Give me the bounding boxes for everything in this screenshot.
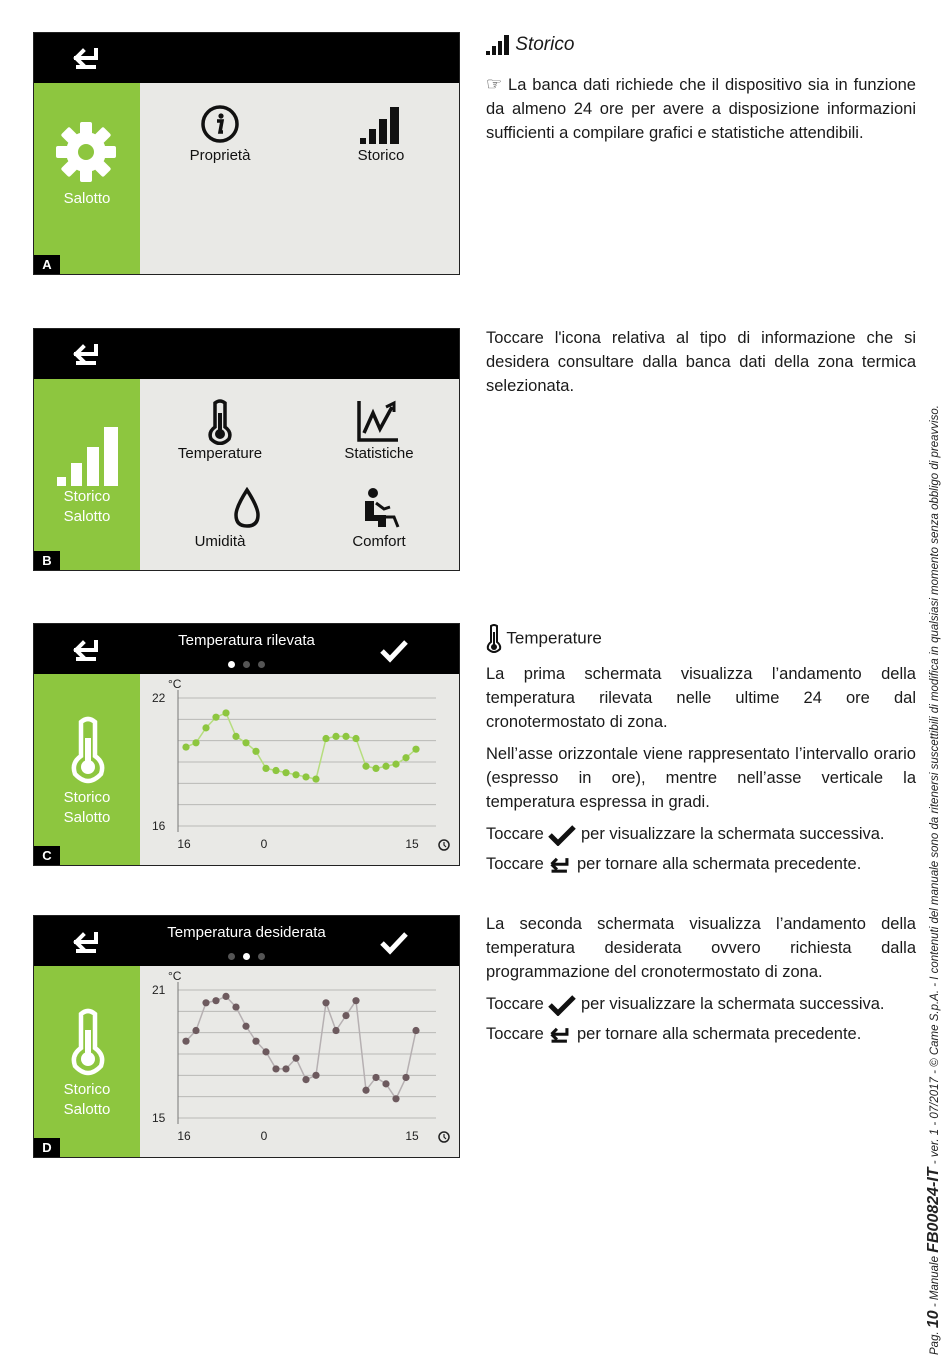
series-line: [186, 713, 416, 779]
screen-letter: D: [34, 1138, 60, 1157]
prev-text: per tornare alla schermata precedente.: [576, 1025, 862, 1043]
page-dot: [258, 953, 265, 960]
back-icon: [548, 1025, 572, 1045]
data-point: [342, 733, 349, 740]
page-dot: [243, 953, 250, 960]
storico-heading: [486, 34, 574, 56]
data-point: [292, 1055, 299, 1062]
zone-label-line2: Salotto: [63, 809, 111, 826]
unit-label: °C: [168, 677, 182, 691]
data-point: [212, 714, 219, 721]
data-point: [182, 1038, 189, 1045]
data-point: [382, 1080, 389, 1087]
data-point: [322, 999, 329, 1006]
data-point: [222, 709, 229, 716]
thermometer-icon: [68, 716, 108, 784]
sidebar: [34, 83, 140, 274]
y-max-label: 21: [152, 983, 166, 997]
data-point: [222, 993, 229, 1000]
temperature-paragraph-2: Nell’asse orizzontale viene rappresentato l’intervallo orario (espresso in ore), mentre nell’asse verticale la temperatura espressa in gradi.: [486, 745, 916, 811]
unit-label: °C: [168, 969, 182, 983]
x-tick-label: 15: [405, 837, 419, 851]
check-icon[interactable]: [379, 638, 409, 664]
data-point: [212, 997, 219, 1004]
y-max-label: 22: [152, 691, 166, 705]
data-point: [312, 775, 319, 782]
data-point: [302, 773, 309, 780]
y-min-label: 15: [152, 1111, 166, 1125]
temperature-chart: [140, 674, 459, 865]
screen-letter: A: [34, 255, 60, 274]
data-point: [232, 1003, 239, 1010]
screen-c: [33, 623, 460, 866]
data-point: [372, 765, 379, 772]
clock-icon: [444, 842, 446, 847]
data-point: [192, 739, 199, 746]
footer-rest: - ver. 1 - 07/2017 - © Came S.p.A. - I contenuti del manuale sono da ritenersi suscettibili di modifica in qualsiasi momento senza obbligo di preavviso.: [929, 405, 941, 1165]
zone-label-line1: Storico: [63, 488, 111, 505]
prev-text: per tornare alla schermata precedente.: [576, 855, 862, 873]
back-icon: [548, 855, 572, 875]
prev-instruction: [486, 852, 916, 876]
data-point: [272, 1065, 279, 1072]
thermometer-icon: [68, 1008, 108, 1076]
data-point: [262, 765, 269, 772]
footer-prefix: Pag.: [929, 1331, 941, 1355]
data-point: [332, 733, 339, 740]
top-bar: [34, 33, 459, 83]
data-point: [332, 1027, 339, 1034]
check-icon: [548, 824, 576, 846]
data-point: [292, 771, 299, 778]
pointing-hand-icon: ☞: [486, 74, 503, 94]
top-bar: [34, 916, 459, 966]
data-point: [372, 1074, 379, 1081]
back-icon[interactable]: [72, 46, 102, 72]
second-screen-text-block: [486, 912, 916, 1054]
armchair-icon[interactable]: [360, 487, 402, 529]
signal-bars-icon: [486, 35, 510, 55]
gear-icon: [55, 121, 117, 183]
data-point: [242, 1023, 249, 1030]
data-point: [362, 1087, 369, 1094]
x-tick-label: 16: [177, 1129, 191, 1143]
data-point: [182, 743, 189, 750]
data-point: [202, 724, 209, 731]
touch-intro-block: [486, 326, 916, 406]
x-tick-label: 0: [260, 1129, 268, 1143]
data-point: [302, 1076, 309, 1083]
data-point: [392, 1095, 399, 1102]
screen-d: [33, 915, 460, 1158]
data-point: [412, 746, 419, 753]
clock-icon: [444, 1134, 446, 1139]
x-tick-label: 0: [260, 837, 268, 851]
next-instruction: [486, 992, 916, 1016]
data-point: [192, 1027, 199, 1034]
top-bar: [34, 329, 459, 379]
data-point: [312, 1072, 319, 1079]
tile-temperature[interactable]: Temperature: [177, 445, 263, 462]
data-point: [382, 763, 389, 770]
touch-intro: Toccare l'icona relativa al tipo di informazione che si desidera consultare dalla banca dati della zona termica selezionata.: [486, 329, 916, 395]
statistics-chart-icon[interactable]: [356, 399, 400, 443]
data-point: [262, 1048, 269, 1055]
data-point: [252, 748, 259, 755]
page-dot: [228, 953, 235, 960]
water-drop-icon[interactable]: [232, 487, 262, 529]
chart-area: [140, 674, 459, 865]
page-footer: [925, 55, 943, 1355]
tile-humidity[interactable]: Umidità: [194, 533, 246, 550]
screen-b: [33, 328, 460, 571]
storico-title: Storico: [515, 34, 575, 55]
data-point: [362, 763, 369, 770]
next-text: per visualizzare la schermata successiva.: [580, 825, 885, 843]
tile-statistics[interactable]: Statistiche: [344, 445, 414, 462]
data-point: [282, 1065, 289, 1072]
data-point: [402, 1074, 409, 1081]
data-point: [242, 739, 249, 746]
zone-label-line1: Storico: [63, 789, 111, 806]
next-instruction: [486, 822, 916, 846]
tile-history[interactable]: Storico: [357, 147, 405, 164]
data-point: [412, 1027, 419, 1034]
zone-label-line2: Salotto: [63, 508, 111, 525]
back-icon[interactable]: [72, 342, 102, 368]
x-tick-label: 16: [177, 837, 191, 851]
data-point: [322, 735, 329, 742]
data-point: [342, 1012, 349, 1019]
temperature-paragraph-1: La prima schermata visualizza l’andamento della temperatura rilevata nelle ultime 24 ore dal cronotermostato di zona.: [486, 665, 916, 731]
prev-instruction: [486, 1022, 916, 1046]
data-point: [252, 1038, 259, 1045]
toccare-label: Toccare: [486, 1025, 544, 1043]
screen-letter: B: [34, 551, 60, 570]
top-bar: [34, 624, 459, 674]
next-text: per visualizzare la schermata successiva.: [580, 995, 885, 1013]
toccare-label: Toccare: [486, 855, 544, 873]
signal-bars-icon[interactable]: [360, 105, 400, 145]
storico-note: La banca dati richiede che il dispositivo sia in funzione da almeno 24 ore per avere a disposizione informazioni sufficienti a compilare grafici e statistiche attendibili.: [486, 76, 916, 142]
check-icon: [548, 994, 576, 1016]
thermometer-icon: [486, 624, 502, 654]
temperature-chart: [140, 966, 459, 1157]
zone-label: Salotto: [63, 190, 111, 207]
signal-bars-icon: [57, 425, 119, 487]
x-tick-label: 15: [405, 1129, 419, 1143]
screen-letter: C: [34, 846, 60, 865]
data-point: [282, 769, 289, 776]
storico-note-block: [486, 72, 916, 153]
check-icon[interactable]: [379, 930, 409, 956]
page-dot: [228, 661, 235, 668]
page-dot: [258, 661, 265, 668]
thermometer-icon[interactable]: [206, 399, 234, 445]
temperature-heading: [486, 624, 916, 654]
chart-title: Temperatura rilevata: [178, 632, 315, 649]
screen-a: [33, 32, 460, 275]
temperature-title: Temperature: [506, 628, 602, 648]
data-point: [402, 754, 409, 761]
data-point: [272, 767, 279, 774]
tile-properties[interactable]: Proprietà: [189, 147, 251, 164]
chart-title: Temperatura desiderata: [167, 924, 326, 941]
toccare-label: Toccare: [486, 825, 544, 843]
temperature-text-block: [486, 624, 916, 884]
tile-comfort[interactable]: Comfort: [352, 533, 406, 550]
sidebar: [34, 966, 140, 1157]
zone-label-line2: Salotto: [63, 1101, 111, 1118]
second-paragraph: La seconda schermata visualizza l’andamento della temperatura desiderata ovvero richiesta dalla programmazione del cronotermostato di zona.: [486, 915, 916, 981]
info-icon[interactable]: [200, 104, 240, 144]
footer-code: FB00824-IT: [925, 1167, 942, 1253]
footer-page-number: 10: [925, 1310, 942, 1329]
page-dot: [243, 661, 250, 668]
sidebar: [34, 674, 140, 865]
sidebar: [34, 379, 140, 570]
data-point: [232, 733, 239, 740]
footer-manual: - Manuale: [929, 1255, 941, 1308]
data-point: [352, 997, 359, 1004]
zone-label-line1: Storico: [63, 1081, 111, 1098]
data-point: [392, 761, 399, 768]
y-min-label: 16: [152, 819, 166, 833]
chart-area: [140, 966, 459, 1157]
data-point: [202, 999, 209, 1006]
toccare-label: Toccare: [486, 995, 544, 1013]
data-point: [352, 735, 359, 742]
